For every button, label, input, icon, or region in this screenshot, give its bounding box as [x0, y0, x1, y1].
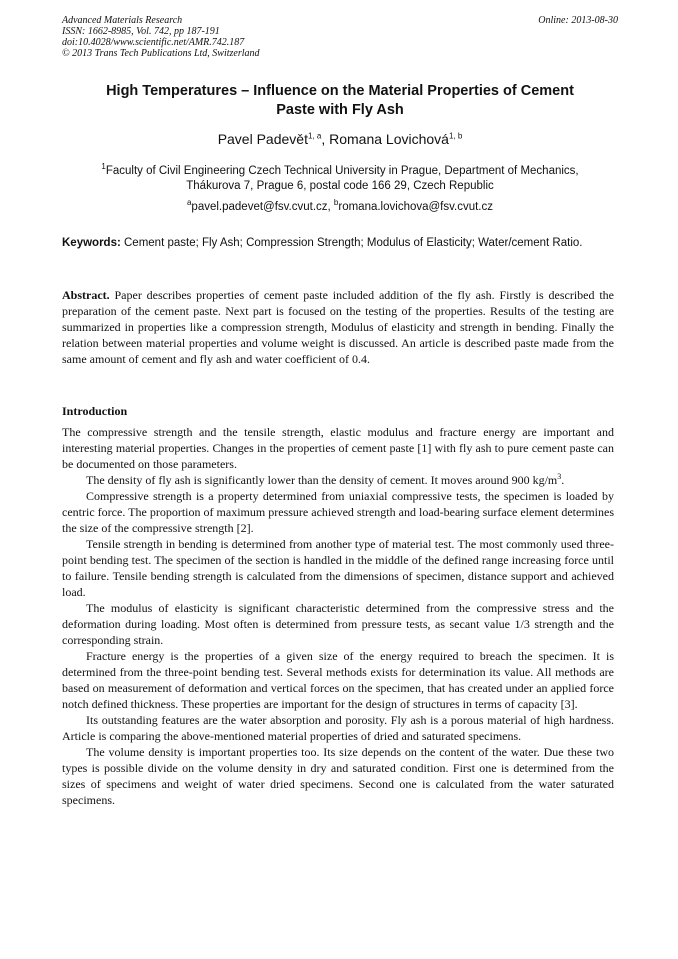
email-line: [62, 200, 618, 215]
paper-title: [62, 82, 618, 120]
email-a-sup: a: [186, 198, 192, 208]
author-separator: ,: [321, 131, 330, 147]
paragraph-1: The compressive strength and the tensile strength, elastic modulus and fracture energy are important and interesting material properties. Changes in the properties of cement paste [1] with fly ash to pure cement paste can be documented on those parameters.: [62, 425, 614, 471]
paragraph-2-end: .: [561, 473, 565, 487]
author-list: [62, 130, 618, 148]
online-date: Online: 2013-08-30: [538, 15, 618, 26]
affiliation-sup: 1: [101, 162, 106, 172]
section-heading-introduction: Introduction: [62, 404, 128, 418]
paragraph-7: Its outstanding features are the water absorption and porosity. Fly ash is a porous material of high hardness. Article is comparing the above-mentioned material properties of dried and saturated specimens.: [62, 713, 614, 743]
email-b-sup: b: [333, 198, 339, 208]
abstract: [62, 287, 614, 367]
paragraph-6: Fracture energy is the properties of a given size of the energy required to breach the specimen. It is determined from the three-point bending test. Several methods exists for determination its value. All methods are based on measurement of deformation and vertical forces on the specimen, that has created under an applied force notch defined thickness. These properties are important for the design of structures in terms of capacity [3].: [62, 649, 614, 711]
journal-doi: doi:10.4028/www.scientific.net/AMR.742.187: [62, 37, 245, 48]
affiliation-line-1: Faculty of Civil Engineering Czech Technical University in Prague, Department of Mechanics,: [105, 165, 579, 177]
paragraph-3: Compressive strength is a property determined from uniaxial compressive tests, the specimen is loaded by centric force. The proportion of maximum pressure achieved strength and load-bearing surface element determines the size of the compressive strength [2].: [62, 489, 614, 535]
journal-name: Advanced Materials Research: [62, 15, 183, 26]
paragraph-2-sup: 3: [557, 472, 562, 481]
keywords-text: Cement paste; Fly Ash; Compression Strength; Modulus of Elasticity; Water/cement Ratio.: [120, 237, 583, 249]
abstract-label: Abstract.: [62, 288, 110, 302]
author-1-name: Pavel Padevět: [217, 131, 308, 147]
email-b[interactable]: romana.lovichova@fsv.cvut.cz: [338, 201, 494, 213]
email-a[interactable]: pavel.padevet@fsv.cvut.cz,: [191, 201, 334, 213]
affiliation: [62, 164, 618, 194]
abstract-text: Paper describes properties of cement paste included addition of the fly ash. Firstly is described the preparation of the cement paste. Next part is focused on the testing of the properties. Results of the testing are summarized in properties like a compression strength, Modulus of elasticity and strength in bending. Finally the relation between material properties and volume weight is discussed. An article is described paste made from the same amount of cement and fly ash and water coefficient of 0.4.: [62, 288, 614, 366]
journal-issn: ISSN: 1662-8985, Vol. 742, pp 187-191: [62, 26, 220, 37]
keywords-label: Keywords:: [62, 237, 121, 249]
journal-header: [62, 15, 618, 59]
author-2-name: Romana Lovichová: [329, 131, 449, 147]
title-line-2: Paste with Fly Ash: [276, 102, 404, 118]
paragraph-5: The modulus of elasticity is significant characteristic determined from the compressive stress and the deformation during loading. Most often is determined from pressure tests, as secant value 1/3 strength and the corresponding strain.: [62, 601, 614, 647]
paragraph-8: The volume density is important properties too. Its size depends on the content of the water. Due these two types is possible divide on the volume density in dry and saturated condition. First one is determined from the sizes of specimens and weight of water dried specimens. Second one is calculated from the water saturated specimens.: [62, 745, 614, 807]
keywords: [62, 236, 614, 251]
title-line-1: High Temperatures – Influence on the Material Properties of Cement: [106, 83, 574, 99]
affiliation-line-2: Thákurova 7, Prague 6, postal code 166 29, Czech Republic: [186, 180, 494, 192]
paragraph-2-text: The density of fly ash is significantly lower than the density of cement. It moves around 900 kg/m: [86, 473, 558, 487]
paragraph-4: Tensile strength in bending is determined from another type of material test. The most commonly used three-point bending test. The specimen of the section is handled in the middle of the defined range increasing force until to failure. Tensile bending strength is calculated from the dimensions of specimen, distance support and achieved load.: [62, 537, 614, 599]
journal-copyright: © 2013 Trans Tech Publications Ltd, Switzerland: [62, 48, 260, 59]
paragraph-2: [62, 472, 614, 488]
author-2-sup: 1, b: [448, 131, 463, 141]
introduction-body: [62, 424, 614, 808]
author-1-sup: 1, a: [307, 131, 322, 141]
